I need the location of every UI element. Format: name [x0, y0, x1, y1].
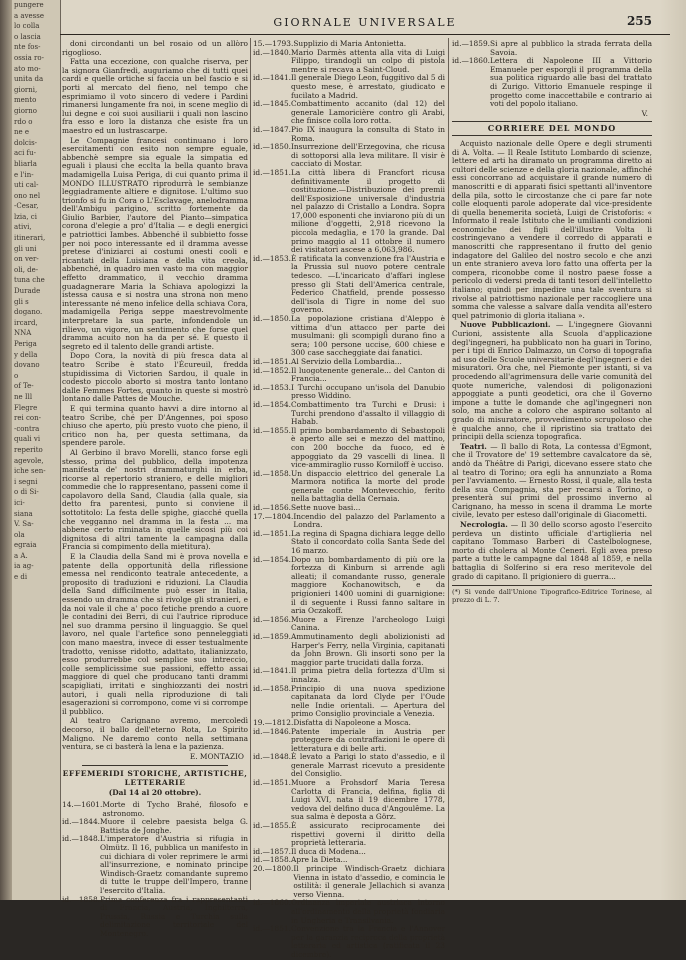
entry-text: Mario Darmès attenta alla vita di Luigi Filippo, tirandogli un colpo di pistola mentre si recava a Saint-Cloud. — [291, 47, 445, 74]
edge-text-fragment: Durade — [14, 287, 41, 296]
entry-text: Muore il celebre paesista belga G. Battista de Jonghe. — [100, 817, 248, 835]
edge-text-fragment: V. Sa- — [14, 520, 34, 529]
edge-text-fragment: dolcis- — [14, 138, 38, 147]
page-number: 255 — [626, 14, 652, 28]
entry-date: 17.—1804. — [253, 511, 294, 521]
ephemeris-entry — [452, 40, 652, 57]
edge-text-fragment: ia ag- — [14, 562, 34, 571]
entry-text: Patente imperiale in Austria per proteggere da contraffazioni le opere di letteratura e di belle arti. — [291, 726, 445, 753]
ephemeris-entry — [253, 667, 445, 684]
entry-text: La regina di Spagna dichiara legge dello Stato il concordato colla Santa Sede del 16 marzo. — [291, 528, 445, 556]
entry-text: Al Servizio della Lombardia... — [291, 356, 402, 366]
edge-text-fragment: mento — [14, 96, 37, 105]
edge-text-fragment: ato mo- — [14, 64, 41, 73]
edge-text-fragment: dogano. — [14, 308, 43, 317]
ephemeris-entry — [253, 753, 445, 779]
ephemeris-entry — [62, 835, 248, 895]
entry-date: id.—1848. — [62, 834, 100, 844]
entry-text: Il luogotenente generale... del Canton di Francia... — [291, 365, 445, 384]
edge-text-fragment: o di Si- — [14, 488, 39, 497]
entry-date: id.—1857. — [253, 846, 291, 856]
entry-date: id.—1844. — [62, 817, 100, 827]
entry-text: Pio IX inaugura la consulta di Stato in Roma. — [291, 124, 445, 143]
article-paragraph: Al teatro Carignano avremo, mercoledì decorso, il ballo dell'eterno Rota, Lo Spirito Maligno. Ne daremo conto nella settimana ventura, se ci basterà la lena e la pazienza. — [62, 716, 248, 752]
article-paragraph: doni circondanti un bel rosaio od un allòro rigoglioso. — [62, 39, 248, 57]
edge-text-fragment: lzia, ci — [14, 212, 37, 221]
edge-text-fragment: lo colla — [14, 22, 40, 31]
page-binding — [0, 0, 12, 900]
ephemeris-entry — [253, 685, 445, 719]
edge-text-fragment: nte fos- — [14, 43, 41, 52]
necrologia-title: Necrologia. — [460, 520, 508, 530]
column-1 — [62, 39, 248, 938]
edge-text-fragment: rdo o — [14, 117, 33, 126]
entry-text: Apre la Dieta... — [291, 855, 348, 865]
entries-signature: V. — [641, 108, 648, 118]
ephemeris-entry — [253, 513, 445, 530]
article-paragraph: Le Compagnie francesi continuano i loro esercitamenti con esito non sempre eguale, abbenchè sempre sia eguale la simpatia ed eguali i plausi che ecclta la bella quanto brava madamigella Luisa Periga, di cui quanto prima il MONDO ILLUSTRATO riprodurrà le sembianze leggiadramente altiere e dignitose. L'ultimo suo trionfo si fu in Cora o L'Esclavage, anelodramma dell'Ambigu parigino, scritto fortemente da Giulio Barbier, l'autore del Pianto—simpatica corona d'elegie a pro' d'Italia — e degli energici e patriottici Iambes. Abbenché il subbietto fosse per noi poco interessante ed il dramma avesse pretese d'iniziarci ai costumi onesti cooli e ricantati della Luisiana e della vita creola, abbenché, in quadro men vasto ma con maggior effetto drammatico, il vecchio dramma guadagnerare Maria la Schiava apologizzi la istessa causa e si nostra una strona non meno interessante né meno infelice della schiava Cora, madamigella Periga seppe maestrevolmente interpretare la sua parte, infondendole un rilievo, un vigore, un sentimento che forse quel dramma acuito non ha da per sé. E questo il segreto ed il talento delle grandi artiste. — [62, 135, 248, 351]
entry-text: Il primo bombardamento di Sebastopoli è aperto alle sei e mezzo del mattino, con 200 bocche da fuoco, ed è appoggiato da 29 vascelli di linea. Il vice-ammiraglio russo Korniloff è ucciso. — [291, 425, 445, 470]
entry-text: È levato a Parigi lo stato d'assedio, e il generale Marrast ricevuto a presidente del Consiglio. — [291, 752, 445, 779]
entry-text: Insurrezione dell'Erzegovina, che ricusa di sottoporsi alla leva militare. Il visir è cacciato di Mostar. — [291, 142, 445, 169]
edge-text-fragment: of Te- — [14, 382, 34, 391]
edge-text-fragment: Periga — [14, 340, 37, 348]
edge-text-fragment: dovano — [14, 361, 40, 370]
column-3 — [452, 40, 652, 890]
ephemeris-entry — [253, 470, 445, 504]
edge-text-fragment: reperito — [14, 445, 43, 454]
edge-text-fragment: quali vi — [14, 435, 41, 444]
ephemeris-entry — [62, 818, 248, 835]
ephemeris-entry — [62, 896, 248, 939]
news-title: Nuove Pubblicazioni. — [460, 320, 551, 330]
entry-text: La popolazione cristiana d'Aleppo è vittima d'un attacco per parte dei musulmani: gli scompigli durano fino a sera; 100 persone uccise, 600 chiese e 300 case saccheggiate dai fanatici. — [291, 314, 445, 358]
entry-date: id.—1850. — [253, 314, 291, 323]
entry-date: id.—1851. — [253, 528, 291, 538]
edge-text-fragment: uti cal- — [14, 181, 39, 190]
edge-text-fragment: rei con- — [14, 414, 41, 423]
ephemeris-entry — [253, 49, 445, 75]
entry-date: id.—1850. — [253, 142, 291, 152]
edge-text-fragment: a avesse — [14, 11, 44, 20]
ephemeris-entry — [253, 899, 445, 925]
edge-text-fragment: Flegre — [14, 403, 38, 412]
ephemeris-entry — [253, 865, 445, 899]
article-paragraph: E qui termina quanto havvi a dire intorno al teatro Scribe, ché per D'Angennes, poi sposo chiuso che aperto, più presto vuoto che pieno, il critico non ha, per questa settimana, da spendere parole. — [62, 403, 248, 448]
corriere-title: CORRIERE DEL MONDO — [452, 121, 652, 136]
edge-text-fragment: giorno — [14, 106, 38, 115]
entry-text: Il generale Diego Leon, fuggitivo dal 5 di questo mese, è arrestato, giudicato e fucilato a Madrid. — [291, 73, 445, 100]
entry-date: id.—1851. — [253, 778, 291, 788]
entry-date: 15.—1793. — [253, 39, 294, 48]
entry-date: id.—1848. — [253, 752, 291, 762]
entry-date: id.—1855. — [253, 821, 291, 831]
edge-text-fragment: i segni — [14, 477, 38, 486]
news-paragraph — [452, 321, 652, 441]
entry-text: Si apre al pubblico la strada ferrata della Savoia. — [490, 39, 652, 57]
edge-text-fragment: bliarla — [14, 159, 37, 168]
entry-text: L'imperatore d'Austria si rifugia in Olmütz. Il 16, pubblica un manifesto in cui dichiara di voler reprimere le armi all'insurrezione, e nominato principe Windisch-Graetz comandante supremo di tutte le truppe dell'Impero, tranne l'esercito d'Italia. — [100, 834, 248, 895]
edge-text-fragment: aci fu- — [14, 149, 37, 158]
entry-text: I Turchi occupano un'isola del Danubio presso Widdino. — [291, 382, 445, 401]
edge-text-fragment: on ver- — [14, 255, 39, 264]
ephemeris-entry — [253, 925, 445, 959]
entry-text: Lettera di Napoleone III a Vittorio Emanuele per esporgli il programma della sua politica riguardo alle basi del trattato di Zurigo. Vittorio Emanuele respinge il progetto come inaccettabile e contrario ai voti del popolo italiano. — [490, 56, 652, 109]
edge-text-fragment: ircard, — [14, 318, 38, 327]
edge-text-fragment: -contra — [14, 424, 40, 433]
entry-date: id.—1853. — [253, 253, 291, 263]
edge-text-fragment: a A. — [14, 551, 28, 560]
entry-date: id.—1840. — [253, 47, 291, 57]
entry-date: id.—1858. — [253, 468, 291, 478]
edge-text-fragment: NNA — [14, 329, 32, 338]
edge-text-fragment: siana — [14, 509, 33, 518]
entry-text: Muore a Frohsdorf Maria Teresa Carlotta di Francia, delfina, figlia di Luigi XVI, nata il 19 dicembre 1778, vedova del delfino duca d'Angoulême. La sua salma è deposta a Görz. — [291, 778, 445, 822]
entry-text: Sette nuove basi... — [291, 503, 361, 513]
edge-text-fragment: ossia ro- — [14, 53, 44, 62]
edge-text-fragment: e l'in- — [14, 170, 34, 179]
ephemeris-entry — [253, 728, 445, 754]
necrologia-paragraph — [452, 521, 652, 581]
entry-date: id.—1858. — [253, 683, 291, 693]
ephemeris-entry — [253, 384, 445, 401]
teatri-paragraph — [452, 443, 652, 520]
edge-text-fragment: -Cesar, — [14, 202, 39, 211]
page-header — [60, 14, 670, 35]
entry-text: È assicurato reciprocamente dei rispettivi governi il diritto della proprietà letteraria. — [291, 821, 445, 848]
entry-date: id.—1854. — [253, 554, 291, 564]
entry-date: id.—1847. — [253, 124, 291, 134]
entry-date: id.—1855. — [253, 425, 291, 435]
article-paragraph: E la Claudia della Sand mi è prova novella e patente della opportunità della riflessione emessa nel rendiconto teatrale antecedente, a proposito di traduzioni e riduzioni. La Claudia della Sand difficilmente può esser in Italia, essendo un dramma che si rivolge gli stranieri, e da noi vale il che a' poco fetiche prendo a cuore le contadini dei Berri, di cui l'autrice riproduce nel suo dramma persino il linguaggio. Se quel lavoro, nel quale l'artefice sono penneleggiati con mano maestra, invece di esser testualmente tradotto, venisse ridotto, adattato, italianizzato, esso produrrebbe col semplice suo intreccio, colle semplicissime sue passioni, effetto assai maggiore di quel che producano tanti drammi scapigliati, irritati e singhiozzanti dei nostri autori, i quali nella riproduzione di tali esagerazioni si corrompono, come vi si corrompe il pubblico. — [62, 552, 248, 716]
entry-date: id.—1856. — [253, 614, 291, 624]
ephemeris-entry — [253, 255, 445, 315]
entry-date: id.—1860. — [452, 56, 490, 66]
entry-date: id.—1854. — [253, 399, 291, 409]
entry-date: id.—1845. — [253, 99, 291, 109]
entry-text: Disfatta di Napoleone a Mosca. — [293, 717, 411, 727]
entry-text: Principio di una nuova spedizione capitanata da lord Clyde per l'Oude nelle Indie orientali. — Apertura del primo Consiglio provinciale a Venezia. — [291, 683, 445, 719]
ephemeris-entry — [253, 169, 445, 255]
section-subtitle: (Dal 14 al 20 ottobre). — [108, 788, 202, 798]
ephemeris-entry — [253, 143, 445, 169]
entry-date: id.—1858. — [62, 894, 100, 904]
edge-text-fragment: ne Ill — [14, 392, 33, 401]
entry-text: La città libera di Francfort ricusa definitivamente il progetto di costituzione.—Distribuzione dei premii dell'Esposizione universale d'industria nel palazzo di Cristallo a Londra. Sopra 17,000 esponenti che inviarono più di un milione d'oggetti, 2,918 ricevono la piccola medaglia, e 170 la grande. Dal primo maggio al 11 ottobre il numero dei visitatori ascese a 6,063,986. — [291, 167, 445, 255]
entry-text: Ammutinamento degli abolizionisti ad Harper's Ferry, nella Virginia, capitanati da John Brown. Gli insorti sono per la maggior parte trucidati dalla forza. — [291, 631, 445, 667]
teatri-text: — Il ballo di Rota, La contessa d'Egmont, che il Trovatore de' 19 settembre cavalcatore da sè, andò da Théâtre di Parigi, dicevano essere stato che al teatro di Torino; ora egli ha annunziato a Roma per l'avviamento. — Ernesto Rossi, il quale, alla testa della sua Compagnia, sta per recarsi a Torino, o presenterà sui primi del prossimo inverno al Carignano, ha messo in scena il dramma Le morte civile, levato per esteso dall'originale di Giacometti. — [452, 441, 652, 520]
edge-text-fragment: egraia — [14, 541, 37, 550]
entry-text: Convenzione tra la Francia e l'Annover per la garanzia reciproca della proprietà letteraria ed artistica (ratificata il 23 dicembre). — [291, 924, 445, 959]
edge-text-fragment: ici- — [14, 498, 25, 507]
section-divider — [82, 765, 228, 766]
edge-text-fragment: e di — [14, 573, 28, 582]
entry-text: Supplizio di Maria Antonietta. — [293, 39, 407, 48]
entry-date: 20.—1800. — [253, 864, 294, 873]
entry-date: id.—1859. — [253, 631, 291, 641]
edge-text-fragment: iche sen- — [14, 467, 46, 476]
edge-text-fragment: tuna che — [14, 276, 45, 285]
news-text: — L'ingegnere Giovanni Curioni, assistente alla Scuola d'applicazione degl'ingegneri, ha pubblicato non ha guari in Torino, per i tipi di Enrico Dalmazzo, un Corso di topografia ad uso delle Scuole universitarie degl'ingegneri e dei misuratori. Ora che, nel Piemonte per istanti, si va procedendo all'agrimensura delle varie comunità del quote numeriche, valendosi di poligonazioni appoggiate a punti geodetici, ora che il Governo impone a tutte le domande che agl'ingegneri non solo, ma anche a coloro che aspirano soltanto al grado di misuratore, provvedimento scrupoloso che è qualche anno, che il ripristino sia trattato dei principii della scienza topografica. — [452, 320, 652, 442]
entry-date: id.—1846. — [253, 726, 291, 736]
edge-text-fragment: ono nel — [14, 191, 41, 200]
entry-date: id.—1851. — [253, 167, 291, 177]
entry-date: id.—1851. — [253, 356, 291, 366]
entry-text: Il prima pietra della fortezza d'Ulm si innalza. — [291, 666, 445, 684]
edge-text-fragment: ativi, — [14, 223, 32, 232]
entry-text: È ratificata la convenzione fra l'Austria e la Prussia sul nuovo potere centrale tedesco. —L'incaricato d'affari inglese presso gli Stati dell'America centrale, Federico Chatfield, prende possesso dell'isola di Tigre in nome del suo governo. — [291, 253, 445, 315]
article-paragraph: Fatta una eccezione, con qualche riserva, per la signora Gianfredi, auguriamo che di tutti quei cardi e quelle ortiche si faccia un bel fascio e si porti al mercato del fieno, nel tempo che esprimiamo il voto sincero di vedere i Pardini rimanersi lungamente fra noi, in scene meglio di lui degne e coi suoi ausiliarii i quali non lascino fra esso e loro la distanza che esiste fra un maestro ed un lustrascarpe. — [62, 57, 248, 135]
entry-text: Combattimento tra Turchi e Drusi: i Turchi prendono d'assalto il villaggio di Habab. — [291, 399, 445, 427]
ephemeris-entry — [253, 633, 445, 667]
ephemeris-entry — [452, 57, 652, 109]
entry-text: Morte di Tycho Brahé, filosofo e astronomo. — [102, 800, 248, 818]
ephemeris-entry — [253, 530, 445, 556]
ephemeris-entry — [253, 616, 445, 633]
entry-date: 19.—1812. — [253, 717, 294, 727]
edge-text-fragment: unita da — [14, 75, 44, 84]
entry-date: id.—1859. — [452, 39, 490, 48]
entry-date: id.—1858. — [253, 855, 291, 865]
column-rule — [250, 38, 251, 890]
entry-date: id.—1860. — [253, 898, 291, 908]
edge-text-fragment: ola — [14, 530, 25, 539]
left-page-edge — [12, 0, 61, 900]
ephemeris-entry — [253, 779, 445, 822]
edge-text-fragment: ne e — [14, 128, 30, 137]
edge-text-fragment: gli s — [14, 297, 29, 306]
section-title: EFFEMERIDI STORICHE, ARTISTICHE, LETTERARIE — [62, 769, 248, 787]
entry-text: Dopo un bombardamento di più ore la fortezza di Kinburn si arrende agli alleati; il comandante russo, generale maggiore Kochanowitsch, e da prigionieri 1400 uomini di guarnigione: il di seguente i Russi fanno saltare in aria Oczakoff. — [291, 554, 445, 616]
entry-date: id.—1852. — [253, 365, 291, 375]
entry-date: id.—1853. — [253, 382, 291, 392]
journal-title: GIORNALE UNIVERSALE — [273, 16, 457, 29]
entry-date: id.—1851. — [253, 924, 291, 934]
ephemeris-entry — [253, 427, 445, 470]
footnote: (*) Si vende dall'Unione Tipografico-Editrice Torinese, al prezzo di L. 7. — [452, 585, 652, 604]
entry-text: Muore a Firenze l'archeologo Luigi Canina. — [291, 614, 445, 633]
entry-text: Ordinanza imperiale austriaca intorno all'ordinamento della proprietà fondiaria in Ungheria e Transilvania. — [291, 898, 445, 925]
ephemeris-entry — [62, 801, 248, 818]
column-2 — [253, 39, 445, 959]
edge-text-fragment: itinerari, — [14, 234, 46, 243]
entry-text: Un dispaccio elettrico del generale La Marmora notifica la morte del prode generale conte Montevecchio, ferito nella battaglia della Cernaia. — [291, 468, 445, 504]
entry-text: Il principe Windisch-Graetz dichiara Vienna in istato d'assedio, e comincia le ostilità: il generale Jellachich si avanza verso Vienna. — [293, 864, 445, 899]
entry-date: id.—1841. — [253, 666, 291, 676]
edge-text-fragment: pungere — [14, 1, 44, 9]
article-paragraph: Al Gerbino il bravo Morelli, stanco forse egli stesso, prima del pubblico, della impotenza manifesta de' nostri drammaturghi in erba, ricorse al repertorio straniero, e delle migliori commedie che lo rappresentano, passeni come il capolavoro della Sand, Claudia (alla quale, sia detto fra parentesi, punto si conviene il sottotitolo: La festa delle spighe, giacché quella che vegganno nel dramma in la festa ... ma abbene certo riminata in quelle sicosi più coi dignitosa di altri tamente la campagna dalla Francia si compimento della mietitura). — [62, 447, 248, 552]
edge-text-fragment: y della — [14, 350, 38, 359]
ephemeris-entry — [253, 315, 445, 358]
article-paragraph: Dopo Cora, la novità di più fresca data al teatro Scribe è stato l'Écureuil, fredda stupidissima di Victorien Sardou, il quale in codesto piccolo aborto si mostra tanto lontano dalle Femmes Fortes, quanto in queste si mostrò lontano dalle Pattes de Mouche. — [62, 351, 248, 404]
edge-text-fragment: agevole, — [14, 456, 44, 465]
edge-text-fragment: o lascia — [14, 32, 41, 41]
edge-text-fragment: giorni, — [14, 85, 38, 94]
column-rule — [448, 38, 449, 890]
edge-text-fragment: oli, de- — [14, 265, 39, 274]
entry-text: Incendio del palazzo del Parlamento a Londra. — [293, 511, 445, 530]
entry-date: 14.—1601. — [62, 800, 103, 810]
article-paragraph: Acquisto nazionale delle Opere e degli strumenti di A. Volta. — Il Reale Istituto Lombardo di scienze, lettere ed arti ha diramato un programma diretto ai cultori delle scienze e della gloria nazionale, affinché essi concorrano ad acquistare il grande numero di manoscritti e di apparati fisici spettanti all'inventore della pila, sotto le circostanze che ci pare far note colle eloquenti parole adoperate dal vice-presidente di quella benemerita società, Luigi de Cristoforis: « Informato il reale Istituto che le umilianti condizioni economiche dei figli dell'illustre Volta li costringevano a vendere il corredo di apparati e manoscritti che rappresentano il frutto del genio indagatore del Galileo del nostro secolo e che anzi un ente straniero aveva loro fatto una offerta per la compera, riconobbe come il nostro paese fosse a pericolo di vedersi preda di tanti tesori dell'intelletto italiano; quindi per impedire una tale sventura si rivolse al patriottismo nazionale per raccogliere una somma che valesse a salvare dalla vendita all'estero quel patrimonio di gloria italiana ». — [452, 138, 652, 320]
ephemeris-entry — [253, 556, 445, 616]
entry-text: Combattimento accanito (dal 12) del generale Lamoricière contro gli Arabi, che finisce colla loro rotta. — [291, 99, 445, 126]
author-signature: E. MONTAZIO — [189, 751, 244, 761]
entry-date: id.—1841. — [253, 73, 291, 83]
entry-date: id.—1856. — [253, 503, 291, 513]
ephemeris-entry — [253, 126, 445, 143]
entry-text: Prima conferenza fra i rappresentanti di Francia, Austria, Inghilterra, Prussia, Russia e Turchia sulla delimitazione territoriale del Montenegro. — [100, 894, 248, 938]
ephemeris-entry — [253, 74, 445, 100]
ephemeris-entry — [253, 822, 445, 848]
ephemeris-entry — [253, 100, 445, 126]
ephemeris-entry — [253, 367, 445, 384]
teatri-title: Teatri. — [460, 441, 487, 451]
edge-text-fragment: o — [14, 371, 19, 380]
entry-text: Il duca di Modena... — [291, 846, 366, 856]
ephemeris-entry — [253, 401, 445, 427]
necrologia-text: — Il 30 dello scorso agosto l'esercito perdeva un distinto ufficiale d'artiglieria nel capitano Tommaso Barberi di Castelbolognese, morto di cholera al Monte Ceneri. Egli avea preso parte a tutte le campagne dal 1848 al 1859, e nella battaglia di Solferino si era reso meritevole del grado di capitano. Il prigioniero di guerra... — [452, 520, 652, 581]
edge-text-fragment: gli uni — [14, 244, 37, 253]
